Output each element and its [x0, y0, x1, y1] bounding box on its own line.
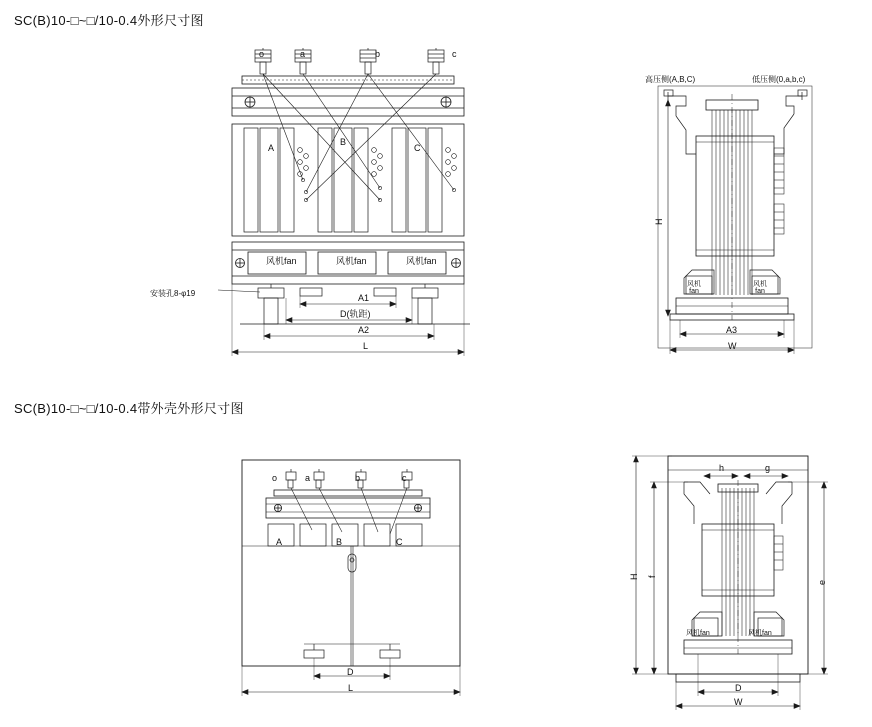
figure1-title: SC(B)10-□~□/10-0.4外形尺寸图: [14, 13, 204, 28]
phase-label-a: A: [268, 143, 275, 153]
fig2-dimension-d: D: [347, 667, 354, 677]
side-fan-label-left: 风机 fan: [687, 281, 701, 296]
side-fan-label-right: 风机 fan: [753, 281, 767, 296]
height-label-h: H: [654, 218, 664, 225]
fig2-fan-label-right: 风机fan: [748, 630, 772, 637]
phase-label-c: C: [414, 143, 421, 153]
fig2-terminal-label-c: c: [402, 473, 407, 483]
dimension-a3: A3: [726, 325, 738, 335]
dimension-a1: A1: [358, 293, 370, 303]
fig2-side-dimension-d: D: [735, 683, 742, 693]
fan-label-2: 风机fan: [336, 256, 367, 266]
fig2-terminal-label-b: b: [355, 473, 361, 483]
fan-label-1: 风机fan: [266, 256, 297, 266]
figure2-title: SC(B)10-□~□/10-0.4带外壳外形尺寸图: [14, 401, 244, 416]
lv-side-label: 低压侧(0,a,b,c): [752, 75, 806, 84]
fig2-phase-label-b: B: [336, 537, 343, 547]
fig2-fan-label-left: 风机fan: [686, 630, 710, 637]
fig2-height-label-h: H: [629, 573, 639, 580]
terminal-label-o: o: [259, 49, 265, 59]
figure2-front-view: [200, 450, 510, 710]
dimension-a2: A2: [358, 325, 370, 335]
terminal-label-b: b: [375, 49, 381, 59]
dimension-d: D(轨距): [340, 309, 371, 319]
fig2-phase-label-c: C: [396, 537, 403, 547]
fig2-side-dimension-w: W: [734, 697, 743, 707]
mounting-hole-note: 安装孔8-φ19: [150, 289, 196, 298]
fig2-height-label-e: e: [817, 579, 827, 585]
fig2-dimension-g: g: [765, 463, 771, 473]
terminal-label-c: c: [452, 49, 457, 59]
hv-side-label: 高压侧(A,B,C): [645, 75, 696, 84]
phase-label-b: B: [340, 137, 347, 147]
fig2-dimension-h-small: h: [719, 463, 725, 473]
dimension-l: L: [363, 341, 369, 351]
terminal-label-a: a: [300, 49, 306, 59]
dimension-w: W: [728, 341, 737, 351]
fig2-dimension-l: L: [348, 683, 354, 693]
fig2-height-label-f: f: [647, 575, 657, 578]
fan-label-3: 风机fan: [406, 256, 437, 266]
fig2-terminal-label-o: o: [272, 473, 278, 483]
fig2-phase-label-a: A: [276, 537, 283, 547]
fig2-terminal-label-a: a: [305, 473, 311, 483]
